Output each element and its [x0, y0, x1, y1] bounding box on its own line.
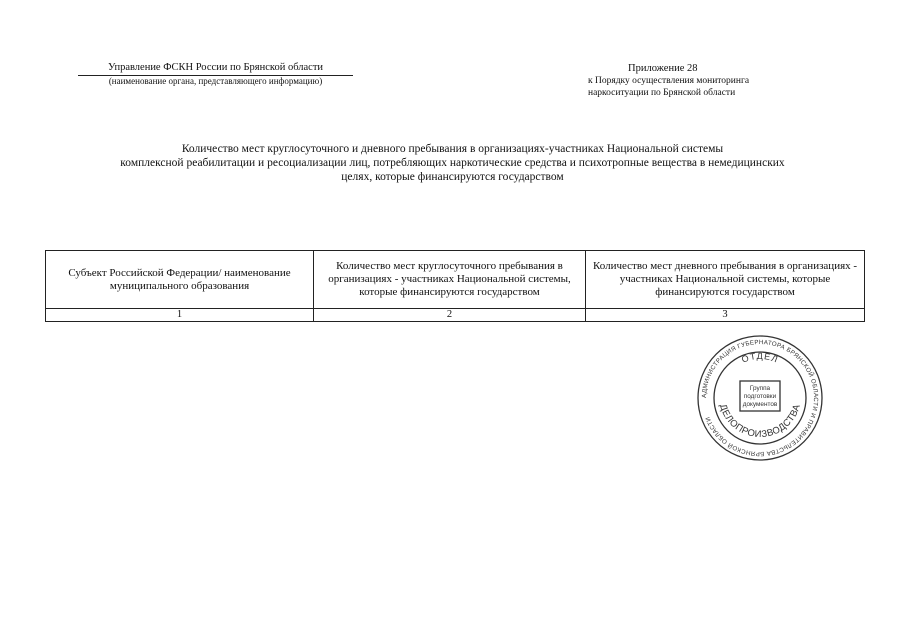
table-row — [46, 309, 865, 322]
column-header-subject: Субъект Российской Федерации/ наименование муниципального образования — [46, 251, 314, 309]
appendix-note — [588, 63, 788, 99]
stamp-center-line: документов — [742, 401, 778, 408]
stamp-arc-bottom: ДЕЛОПРОИЗВОДСТВА — [717, 402, 803, 441]
organization-name: Управление ФСКН России по Брянской области — [78, 62, 353, 76]
stamp-center-line: Группа — [749, 385, 771, 392]
appendix-line: к Порядку осуществления мониторинга — [588, 76, 750, 86]
data-table — [45, 250, 865, 322]
stamp-outer-text: АДМИНИСТРАЦИЯ ГУБЕРНАТОРА БРЯНСКОЙ ОБЛАСТИ И ПРАВИТЕЛЬСТВА БРЯНСКОЙ ОБЛАСТИ — [700, 338, 820, 458]
column-header-day-stay: Количество мест дневного пребывания в организациях - участниках Национальной системы, которые финансируются государством — [586, 251, 865, 309]
appendix-line: наркоситуации по Брянской области — [588, 88, 736, 98]
table-header-row — [46, 251, 865, 309]
stamp-seal — [695, 333, 825, 463]
title-line: комплексной реабилитации и ресоциализации лиц, потребляющих наркотические средства и психотропные вещества в немедицинских — [120, 157, 785, 169]
organization-block — [78, 62, 353, 86]
title-line: Количество мест круглосуточного и дневного пребывания в организациях-участниках Национальной системы — [181, 143, 724, 155]
column-number: 2 — [314, 309, 586, 322]
column-header-round-the-clock: Количество мест круглосуточного пребывания в организациях - участниках Национальной системы, которые финансируются государством — [314, 251, 586, 309]
appendix-number: Приложение 28 — [628, 63, 698, 74]
organization-caption: (наименование органа, представляющего информацию) — [108, 76, 323, 86]
official-stamp — [695, 333, 825, 463]
column-number: 1 — [46, 309, 314, 322]
stamp-center-line: подготовки — [743, 393, 777, 400]
stamp-arc-top: ОТДЕЛ — [740, 350, 780, 365]
document-title — [60, 142, 845, 184]
column-number: 3 — [586, 309, 865, 322]
title-line: целях, которые финансируются государством — [341, 171, 564, 183]
